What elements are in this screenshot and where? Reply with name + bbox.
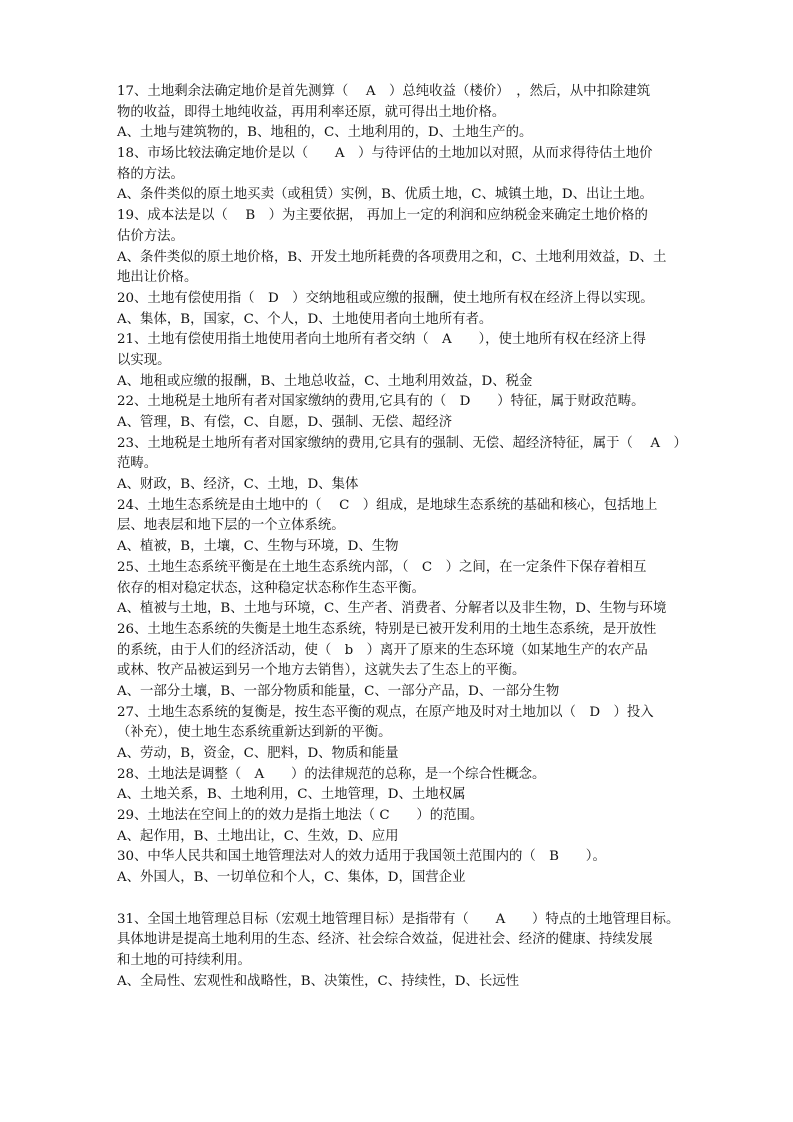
text-line: 范畴。 [117, 456, 158, 472]
text-line: 21、土地有偿使用指土地使用者向土地所有者交纳（ A ），使土地所有权在经济上得 [117, 332, 646, 348]
text-line: 20、土地有偿使用指（ D ）交纳地租或应缴的报酬，使土地所有权在经济上得以实现。 [117, 290, 654, 306]
text-line: 17、土地剩余法确定地价是首先测算（ A ）总纯收益（楼价） ，然后，从中扣除建筑 [117, 84, 651, 99]
text-line: 24、土地生态系统是由土地中的（ C ）组成，是地球生态系统的基础和核心，包括地上 [117, 497, 658, 513]
text-line: A、土地关系，B、土地利用，C、土地管理，D、土地权属 [117, 787, 466, 803]
text-line: 依存的相对稳定状态，这种稳定状态称作生态平衡。 [117, 580, 425, 596]
text-line: 29、土地法在空间上的的效力是指土地法（ C ）的范围。 [117, 808, 484, 824]
text-line: （补充），使土地生态系统重新达到新的平衡。 [117, 725, 392, 741]
text-line: 23、土地税是土地所有者对国家缴纳的费用,它具有的强制、无偿、超经济特征，属于（ A ） [117, 435, 687, 451]
text-line: A、植被与土地，B、土地与环境，C、生产者、消费者、分解者以及非生物，D、生物与环境 [117, 601, 667, 617]
text-line: 31、全国土地管理总目标（宏观土地管理目标）是指带有（ A ）特点的土地管理目标。 [117, 911, 680, 927]
text-line: 28、土地法是调整（ A ）的法律规范的总称，是一个综合性概念。 [117, 766, 546, 782]
text-line: 物的收益，即得土地纯收益，再用利率还原，就可得出土地价格。 [117, 104, 506, 120]
text-line: 和土地的可持续利用。 [117, 952, 251, 968]
text-line: A、条件类似的原土地价格，B、开发土地所耗费的各项费用之和，C、土地利用效益，D、土 [117, 249, 667, 265]
text-line: 或林、牧产品被运到另一个地方去销售），这就失去了生态上的平衡。 [117, 663, 526, 679]
text-line: 的系统，由于人们的经济活动，使（ b ）离开了原来的生态环境（如某地生产的农产品 [117, 642, 648, 658]
text-line: 以实现。 [117, 352, 171, 368]
blank-line [117, 889, 687, 910]
text-line: 26、土地生态系统的失衡是土地生态系统，特别是已被开发利用的土地生态系统，是开放性 [117, 621, 657, 637]
text-line: A、条件类似的原土地买卖（或租赁）实例，B、优质土地，C、城镇土地，D、出让土地。 [117, 187, 653, 203]
text-line: A、土地与建筑物的，B、地租的，C、土地利用的，D、土地生产的。 [117, 125, 533, 141]
text-line: A、起作用，B、土地出让，C、生效，D、应用 [117, 828, 399, 844]
text-line: A、财政，B、经济，C、土地，D、集体 [117, 477, 359, 493]
text-line: 19、成本法是以（ B ）为主要依据， 再加上一定的利润和应纳税金来确定土地价格的 [117, 208, 648, 224]
text-line: 估价方法。 [117, 228, 184, 244]
text-line: A、植被，B，土壤，C、生物与环境，D、生物 [117, 539, 399, 555]
text-line: A、全局性、宏观性和战略性，B、决策性，C、持续性，D、长远性 [117, 973, 520, 989]
text-line: 具体地讲是提高土地利用的生态、经济、社会综合效益，促进社会、经济的健康、持续发展 [117, 932, 653, 948]
document-body [117, 82, 687, 992]
text-line: A、集体，B，国家，C、个人，D、土地使用者向土地所有者。 [117, 311, 493, 327]
text-line: A、劳动，B，资金，C、肥料，D、物质和能量 [117, 746, 399, 761]
text-line: 30、中华人民共和国土地管理法对人的效力适用于我国领土范围内的（ B ）。 [117, 849, 606, 865]
text-line: 层、地表层和地下层的一个立体系统。 [117, 518, 345, 534]
text-line: 22、土地税是土地所有者对国家缴纳的费用,它具有的（ D ）特征，属于财政范畴。 [117, 394, 645, 410]
text-line: 27、土地生态系统的复衡是，按生态平衡的观点，在原产地及时对土地加以（ D ）投入 [117, 704, 654, 720]
text-line: A、一部分土壤，B、一部分物质和能量，C、一部分产品，D、一部分生物 [117, 683, 560, 699]
text-line: 18、市场比较法确定地价是以（ A ）与待评估的土地加以对照，从而求得待估土地价 [117, 146, 653, 162]
text-line: 地出让价格。 [117, 270, 198, 286]
text-line: A、地租或应缴的报酬，B、土地总收益，C、土地利用效益，D、税金 [117, 373, 533, 389]
text-line: 格的方法。 [117, 166, 184, 182]
text-line: A、管理，B、有偿，C、自愿，D、强制、无偿、超经济 [117, 415, 453, 430]
text-line: A、外国人，B、一切单位和个人，C、集体，D，国营企业 [117, 870, 466, 886]
text-line: 25、土地生态系统平衡是在土地生态系统内部，（ C ）之间，在一定条件下保存着相互 [117, 559, 647, 575]
